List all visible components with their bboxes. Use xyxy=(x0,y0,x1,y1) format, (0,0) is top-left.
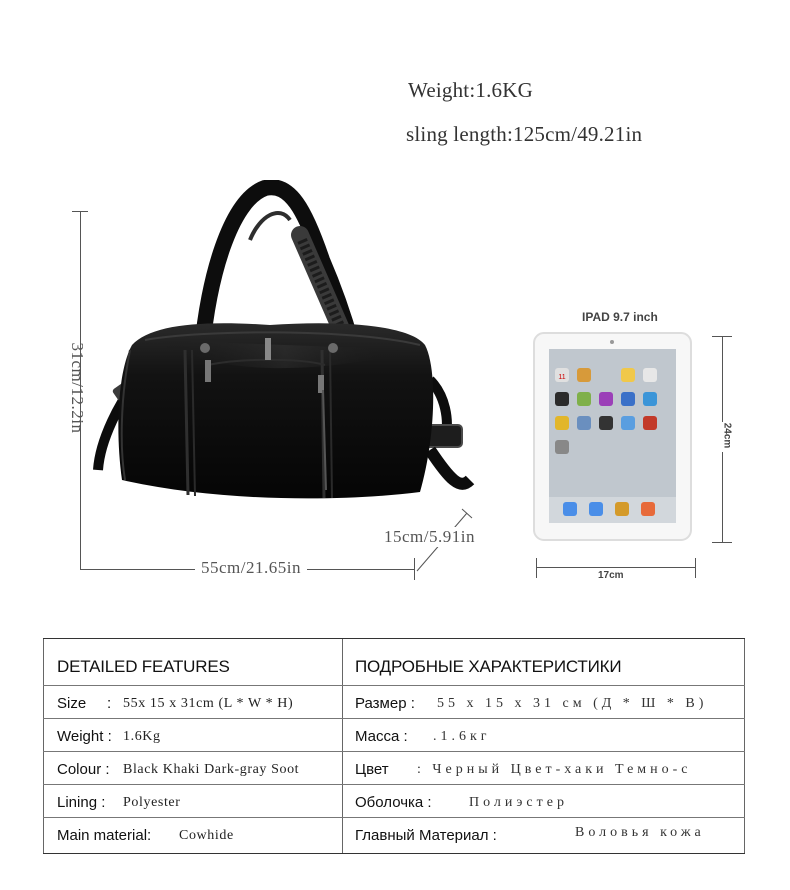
width-dimension-label: 55cm/21.65in xyxy=(195,558,307,578)
table-row-divider xyxy=(43,817,745,818)
colour-label-ru: Цвет xyxy=(355,761,389,778)
size-value-ru: 55 x 15 x 31 см (Д * Ш * В) xyxy=(437,696,708,711)
material-value-en: Cowhide xyxy=(179,828,234,843)
features-table xyxy=(43,638,745,854)
weight-spec: Weight:1.6KG xyxy=(408,78,533,102)
table-row-divider xyxy=(43,784,745,785)
table-border-right xyxy=(744,639,745,853)
colour-value-en: Black Khaki Dark-gray Soot xyxy=(123,762,300,777)
lining-value-en: Polyester xyxy=(123,795,181,810)
table-row-divider xyxy=(43,685,745,686)
size-separator-en: : xyxy=(107,695,112,712)
table-row-divider xyxy=(43,751,745,752)
weight-value-ru: .1.6кг xyxy=(433,729,491,744)
ipad-image xyxy=(533,332,703,542)
weight-label-ru: Масса : xyxy=(355,728,408,745)
sling-length-spec: sling length:125cm/49.21in xyxy=(406,122,643,146)
lining-value-ru: Полиэстер xyxy=(469,795,568,810)
size-label-en: Size xyxy=(57,695,87,712)
lining-label-en: Lining : xyxy=(57,794,106,811)
depth-dimension-label: 15cm/5.91in xyxy=(384,527,475,546)
colour-value-ru: : Черный Цвет-хаки Темно-с xyxy=(417,762,692,777)
material-label-ru: Главный Материал : xyxy=(355,827,497,844)
ipad-title: IPAD 9.7 inch xyxy=(582,310,658,324)
weight-label-en: Weight : xyxy=(57,728,112,745)
colour-label-en: Colour : xyxy=(57,761,110,778)
ipad-width-tick-right xyxy=(695,558,696,578)
ipad-width-line xyxy=(536,567,696,568)
ipad-height-label: 24cm xyxy=(720,422,744,452)
ipad-height-tick-top xyxy=(712,336,732,337)
material-value-ru: Воловья кожа xyxy=(575,825,705,840)
lining-label-ru: Оболочка : xyxy=(355,794,432,811)
table-row-divider xyxy=(43,718,745,719)
table-column-divider xyxy=(342,639,343,853)
ipad-width-tick-left xyxy=(536,558,537,578)
height-dimension-label: 31cm/12.2in xyxy=(68,342,87,434)
calendar-day: 11 xyxy=(558,374,566,381)
table-header-en: DETAILED FEATURES xyxy=(57,657,230,676)
duffel-bag-image xyxy=(90,180,480,510)
table-border-left xyxy=(43,639,44,853)
table-header-ru: ПОДРОБНЫЕ ХАРАКТЕРИСТИКИ xyxy=(355,657,622,676)
height-dimension-tick-top xyxy=(72,211,88,212)
material-label-en: Main material: xyxy=(57,827,152,844)
weight-value-en: 1.6Kg xyxy=(123,729,161,744)
ipad-height-tick-bottom xyxy=(712,542,732,543)
size-label-ru: Размер : xyxy=(355,695,415,712)
ipad-width-label: 17cm xyxy=(598,570,624,581)
size-value-en: 55x 15 x 31cm (L * W * H) xyxy=(123,696,294,711)
